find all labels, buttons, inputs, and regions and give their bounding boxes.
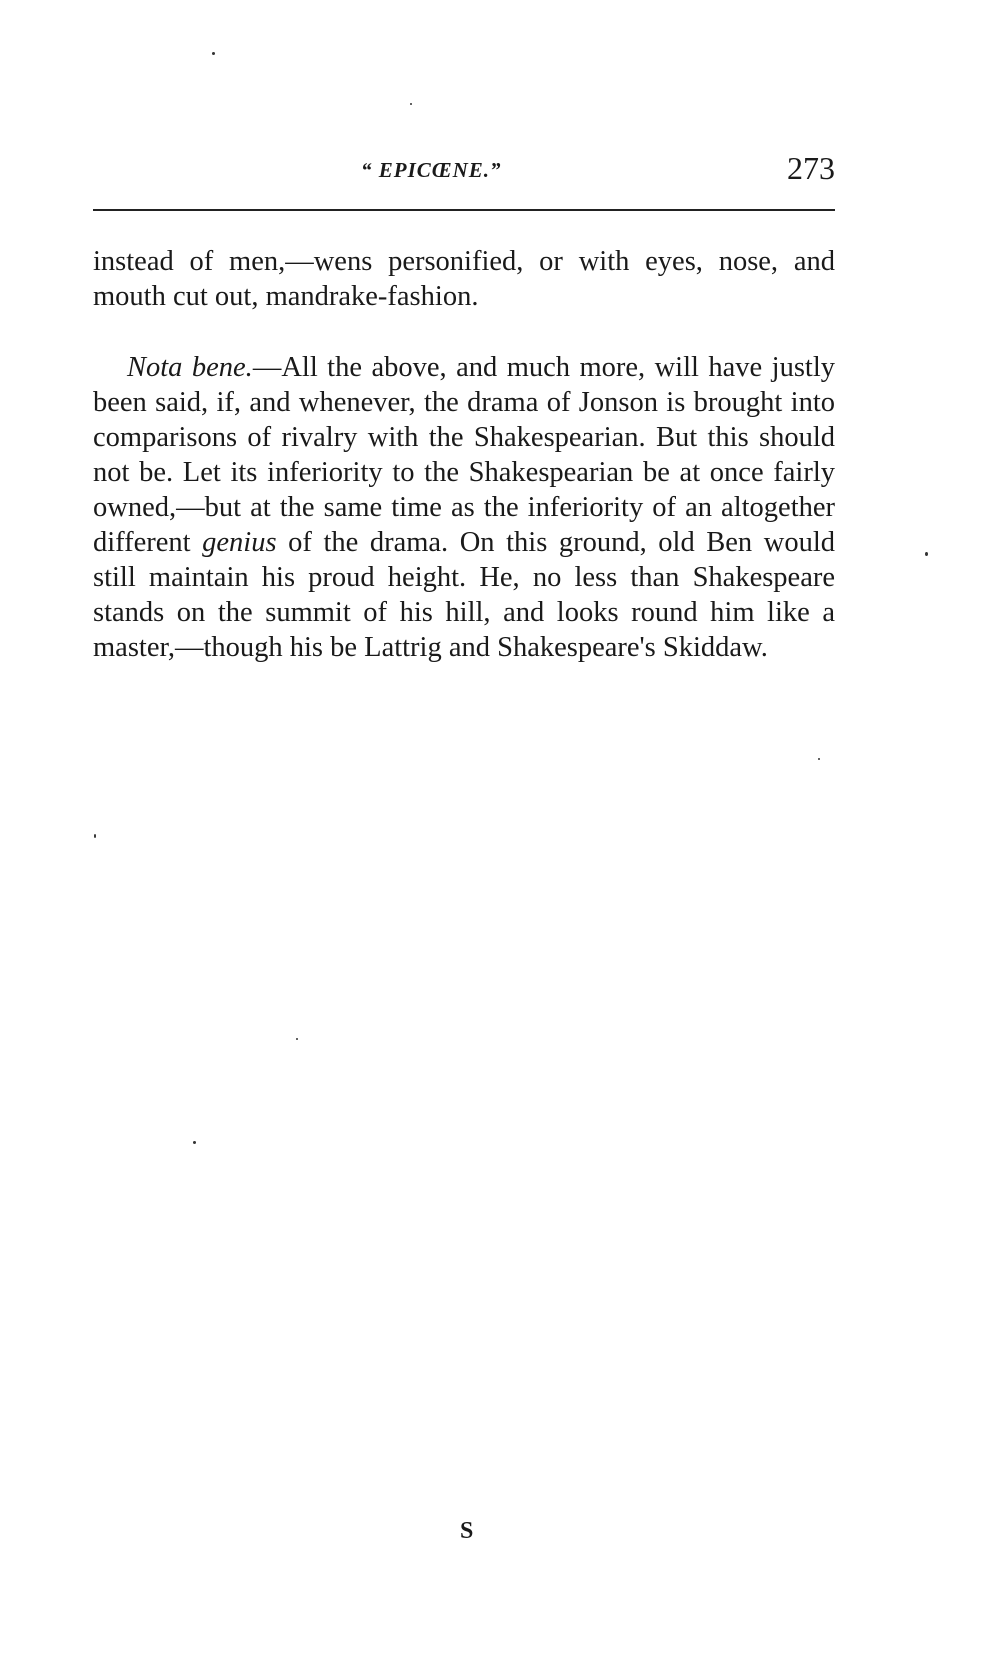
running-title: “ EPICŒNE.” (361, 158, 502, 182)
page-number: 273 (787, 150, 835, 186)
paragraph-1: instead of men,—wens personified, or with eyes, nose, and mouth cut out, mandrake-fashion. (93, 246, 835, 312)
scan-speck (193, 1141, 196, 1144)
scan-speck (296, 1038, 298, 1040)
scan-speck (212, 52, 215, 55)
genius-italic: genius (202, 527, 277, 558)
header-rule (93, 209, 835, 211)
scan-speck (818, 758, 820, 760)
nota-bene-lead: Nota bene. (127, 352, 253, 383)
signature-mark: S (460, 1518, 474, 1544)
paragraph-2-text-a: —All the above, and much more, will have justly been said, if, and whenever, the drama of Jonson is brought into comparisons of rivalry with the Shakespearian. But this should not be. Let its inferiority to the Shakespearian be at once fairly owned,—but at the same time as the inferiority of an altogether different (93, 352, 835, 558)
paragraph-2-text-b: of the drama. On this ground, old Ben would still maintain his proud height. He, no less than Shakespeare stands on the summit of his hill, and looks round him like a master,—though his be Lattrig and Shakespeare's Skiddaw. (93, 527, 835, 663)
page-header (93, 150, 835, 190)
body-text (93, 244, 835, 665)
scan-speck (94, 834, 96, 838)
paragraph-2 (93, 350, 835, 665)
scan-speck (925, 552, 928, 556)
scan-speck (410, 103, 412, 105)
